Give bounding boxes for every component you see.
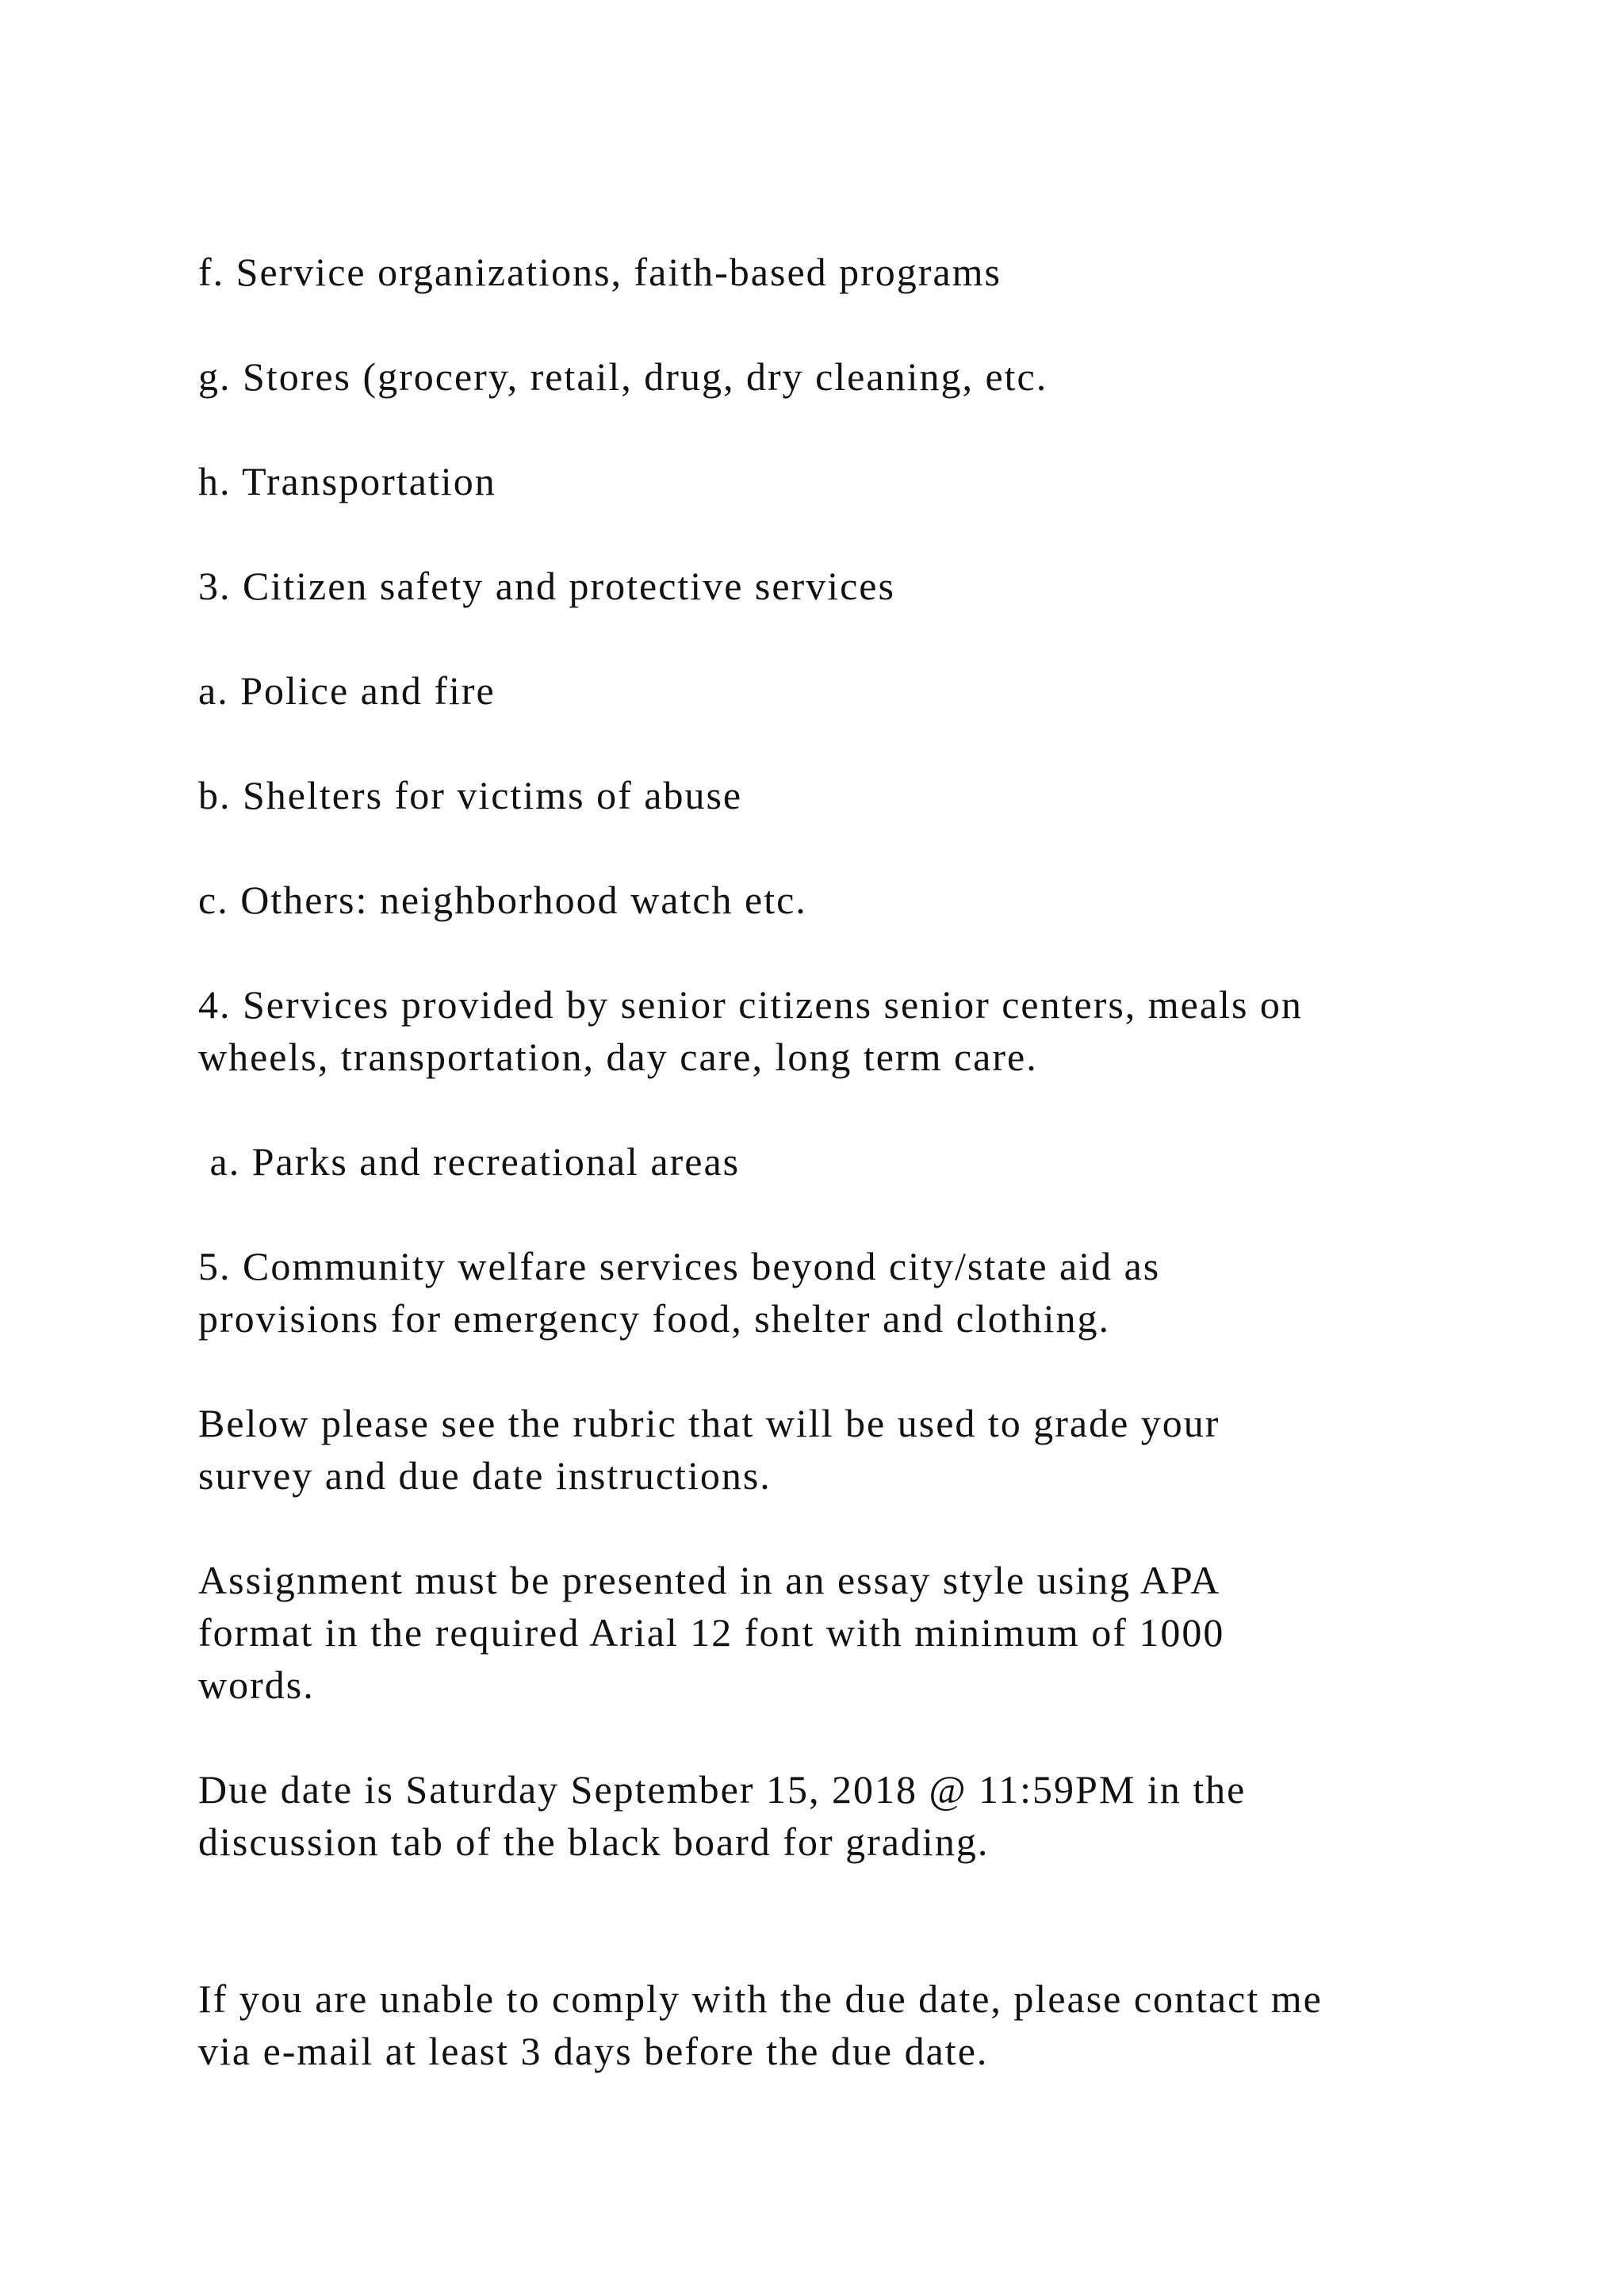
list-item-parks: a. Parks and recreational areas — [198, 1139, 741, 1184]
section-5-paragraph: 5. Community welfare services beyond city/state aid as provisions for emergency food, shelter and clothing. — [198, 1244, 1161, 1341]
list-item-c: c. Others: neighborhood watch etc. — [198, 878, 807, 922]
due-date-paragraph: Due date is Saturday September 15, 2018 @ 11:59PM in the discussion tab of the black board for grading. — [198, 1767, 1247, 1864]
list-item-b: b. Shelters for victims of abuse — [198, 773, 743, 817]
assignment-format-paragraph: Assignment must be presented in an essay style using APA format in the required Arial 12 font with minimum of 1000 words. — [198, 1558, 1225, 1707]
document-body — [198, 246, 1467, 2130]
list-item-h: h. Transportation — [198, 459, 496, 503]
list-item-g: g. Stores (grocery, retail, drug, dry cleaning, etc. — [198, 354, 1048, 399]
section-4-paragraph: 4. Services provided by senior citizens senior centers, meals on wheels, transportation, day care, long term care. — [198, 982, 1303, 1079]
section-3-heading: 3. Citizen safety and protective services — [198, 564, 895, 608]
rubric-paragraph: Below please see the rubric that will be used to grade your survey and due date instructions. — [198, 1401, 1220, 1498]
list-item-f: f. Service organizations, faith-based programs — [198, 250, 1002, 294]
list-item-a: a. Police and fire — [198, 668, 496, 713]
contact-paragraph: If you are unable to comply with the due date, please contact me via e-mail at least 3 days before the due date. — [198, 1976, 1323, 2073]
